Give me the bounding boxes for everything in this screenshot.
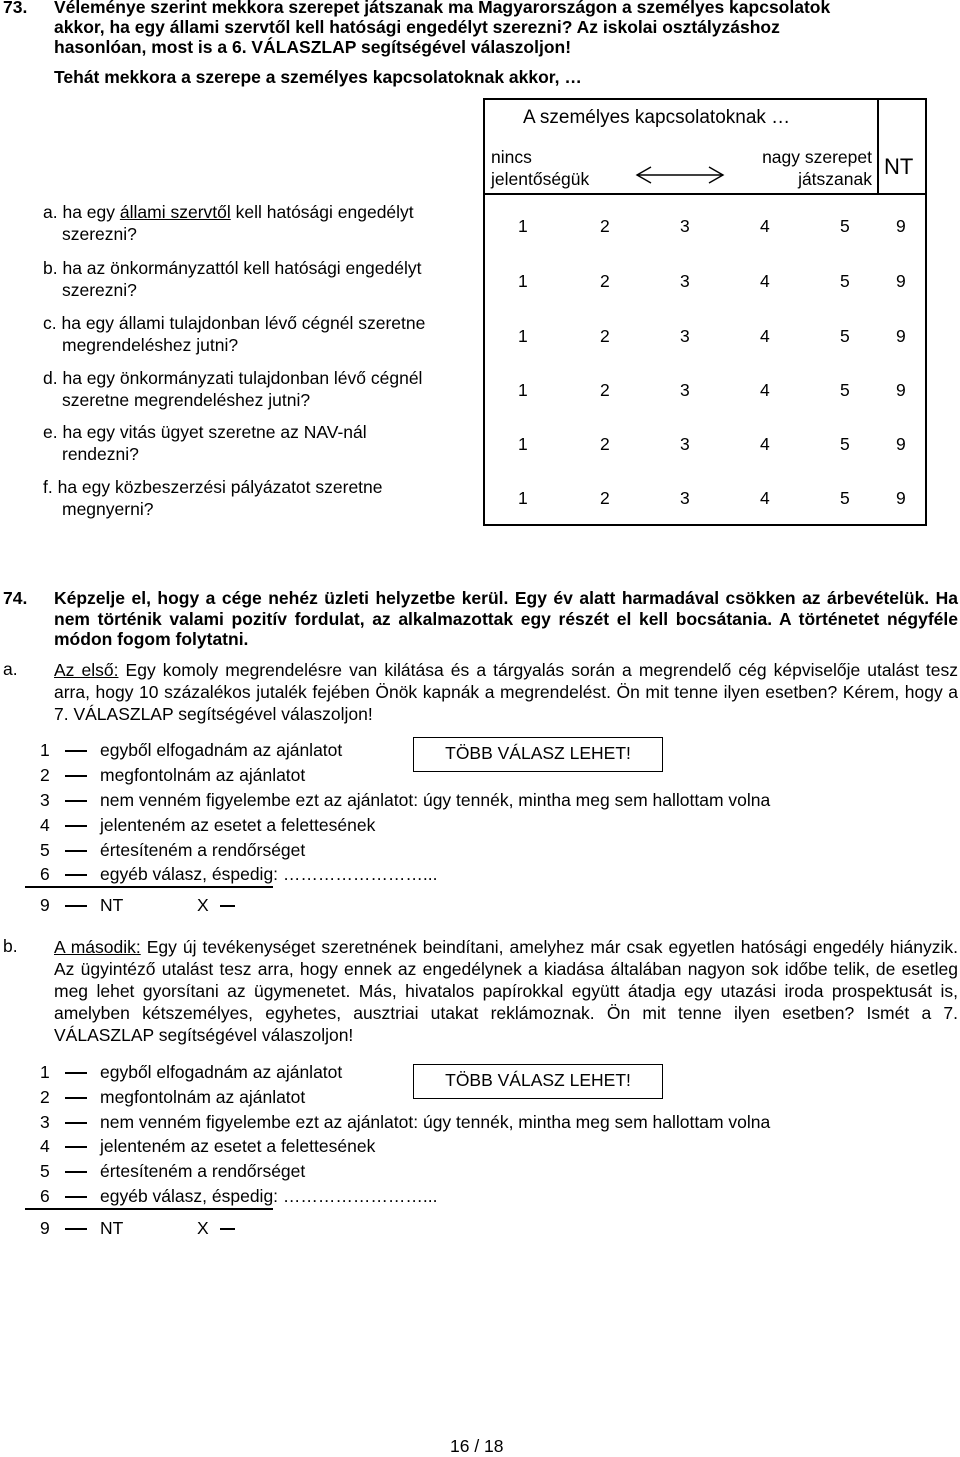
option-text: értesíteném a rendőrséget <box>100 840 306 860</box>
scale-code-3[interactable]: 3 <box>680 488 690 508</box>
scale-code-3[interactable]: 3 <box>680 271 690 291</box>
subquestion-a-body: Egy komoly megrendelésre van kilátása és a tárgyalás során a megrendelő cég képviselője utalást tesz arra, hogy 10 százalékos jutalék fejében Önök kapnák a megrendelést. Ön mit tenne ilyen esetben? Kérem, hogy a 7. VÁLASZLAP segítségével válaszoljon! <box>54 660 959 724</box>
dash <box>65 800 87 802</box>
scale-code-5[interactable]: 5 <box>840 488 850 508</box>
scale-left-anchor <box>491 146 589 190</box>
scale-code-9[interactable]: 9 <box>896 380 906 400</box>
dash <box>65 1146 87 1148</box>
scale-row-f <box>0 488 960 512</box>
row-text-line-2: megnyerni? <box>62 499 154 519</box>
row-text-line-2: szerezni? <box>62 224 137 244</box>
row-text-underlined: állami szervtől <box>119 202 231 222</box>
scale-code-1[interactable]: 1 <box>518 434 528 454</box>
subquestion-b-body: Egy új tevékenységet szeretnének beindítani, amelyhez már csak egyetlen hatósági engedély hiányzik. Az ügyintéző utalást tesz arra, hogy ennek az engedélynek a kiadása általában nagyon sok időbe telik, de esetleg meg lehet gyorsítani az ügymenetet. Más, hivatalos papírokkal együtt átadja egy utazási iroda prospektusát is, amelyben kétszemélyes, egyhetes, ausztriai utakat reklámoznak. Ön mit tenne ilyen esetben? Ismét a 7. VÁLASZLAP segítségével válaszoljon! <box>54 937 958 1045</box>
row-text: ha egy közbeszerzési pályázatot szeretne <box>57 477 383 497</box>
dash <box>220 1228 235 1230</box>
multiple-answers-box: TÖBB VÁLASZ LEHET! <box>413 737 663 772</box>
scale-left-anchor-line-2: jelentőségük <box>491 169 590 189</box>
option-x-code: X <box>197 1218 209 1238</box>
scale-code-2[interactable]: 2 <box>600 326 610 346</box>
subquestion-a-text <box>54 659 958 725</box>
dash <box>65 850 87 852</box>
question-73-text <box>54 0 959 87</box>
scale-code-5[interactable]: 5 <box>840 434 850 454</box>
option-code: 1 <box>40 1062 50 1082</box>
option-code: 5 <box>40 840 50 860</box>
dash <box>65 750 87 752</box>
option-code: 5 <box>40 1161 50 1181</box>
dash <box>65 825 87 827</box>
scale-code-4[interactable]: 4 <box>760 380 770 400</box>
scale-code-9[interactable]: 9 <box>896 434 906 454</box>
scale-code-1[interactable]: 1 <box>518 488 528 508</box>
option-text: megfontolnám az ajánlatot <box>100 1087 306 1107</box>
scale-row-d <box>0 380 960 404</box>
scale-code-1[interactable]: 1 <box>518 380 528 400</box>
question-73-number: 73. <box>3 0 28 17</box>
options-separator-line <box>25 1208 273 1210</box>
scale-row-a <box>0 216 960 240</box>
option-code: 6 <box>40 864 50 884</box>
dash <box>220 905 235 907</box>
option-text: nem venném figyelembe ezt az ajánlatot: úgy tennék, mintha meg sem hallottam volna <box>100 1112 771 1132</box>
question-73-line-4: Tehát mekkora a szerepe a személyes kapcsolatoknak akkor, … <box>54 67 582 87</box>
dash <box>65 1196 87 1198</box>
scale-right-anchor <box>742 146 872 190</box>
dash <box>65 775 87 777</box>
scale-code-5[interactable]: 5 <box>840 216 850 236</box>
rating-table-header-divider <box>483 193 927 195</box>
option-text: egyből elfogadnám az ajánlatot <box>100 1062 343 1082</box>
option-text: egyből elfogadnám az ajánlatot <box>100 740 343 760</box>
scale-row-c <box>0 326 960 350</box>
option-text: NT <box>100 895 124 915</box>
dash <box>65 1072 87 1074</box>
scale-code-9[interactable]: 9 <box>896 216 906 236</box>
subquestion-b-text <box>54 936 958 1046</box>
scale-code-3[interactable]: 3 <box>680 434 690 454</box>
option-text: értesíteném a rendőrséget <box>100 1161 306 1181</box>
scale-code-9[interactable]: 9 <box>896 326 906 346</box>
row-text: ha egy állami tulajdonban lévő cégnél szeretne <box>61 313 426 333</box>
row-text-line-2: szeretne megrendeléshez jutni? <box>62 390 311 410</box>
scale-code-2[interactable]: 2 <box>600 380 610 400</box>
nt-column-divider <box>877 98 879 195</box>
scale-code-9[interactable]: 9 <box>896 271 906 291</box>
row-letter: e. <box>43 422 58 442</box>
scale-code-3[interactable]: 3 <box>680 216 690 236</box>
row-text-rest: kell hatósági engedélyt <box>230 202 414 222</box>
scale-code-5[interactable]: 5 <box>840 380 850 400</box>
option-code: 9 <box>40 1218 50 1238</box>
question-73-line-2: akkor, ha egy állami szervtől kell hatósági engedélyt szerezni? Az iskolai osztályzáshoz <box>54 17 780 37</box>
dash <box>65 874 87 876</box>
dash <box>65 1097 87 1099</box>
option-code: 1 <box>40 740 50 760</box>
dash <box>65 905 87 907</box>
options-separator-line <box>25 886 273 888</box>
option-x-code: X <box>197 895 209 915</box>
subquestion-b-lead: A második: <box>54 937 141 957</box>
page-number: 16 / 18 <box>450 1436 504 1456</box>
option-text: megfontolnám az ajánlatot <box>100 765 306 785</box>
option-code: 9 <box>40 895 50 915</box>
row-text-line-2: szerezni? <box>62 280 137 300</box>
row-letter: b. <box>43 258 58 278</box>
row-text: ha egy önkormányzati tulajdonban lévő cégnél <box>62 368 423 388</box>
option-code: 3 <box>40 1112 50 1132</box>
question-74-intro: Képzelje el, hogy a cége nehéz üzleti helyzetbe kerül. Egy év alatt harmadával csökken az árbevételük. Ha nem történik valami pozitív fordulat, az alkalmazottak egy részét el kell bocsátania. A történetet négyféle módon fogom folytatni. <box>54 588 958 649</box>
scale-code-4[interactable]: 4 <box>760 434 770 454</box>
row-text-line-2: rendezni? <box>62 444 139 464</box>
option-text: egyéb válasz, éspedig: ……………………... <box>100 864 438 884</box>
dash <box>65 1171 87 1173</box>
row-letter: c. <box>43 313 57 333</box>
question-73-line-3: hasonlóan, most is a 6. VÁLASZLAP segítségével válaszoljon! <box>54 37 572 57</box>
double-arrow-icon <box>634 166 726 184</box>
dash <box>65 1122 87 1124</box>
option-code: 2 <box>40 765 50 785</box>
question-73-line-1: Véleménye szerint mekkora szerepet játszanak ma Magyarországon a személyes kapcsolatok <box>54 0 831 17</box>
row-text: ha egy <box>62 202 120 222</box>
scale-code-2[interactable]: 2 <box>600 271 610 291</box>
scale-right-anchor-line-2: játszanak <box>798 169 872 189</box>
scale-code-1[interactable]: 1 <box>518 271 528 291</box>
option-code: 4 <box>40 815 50 835</box>
scale-code-4[interactable]: 4 <box>760 326 770 346</box>
scale-code-3[interactable]: 3 <box>680 380 690 400</box>
scale-code-2[interactable]: 2 <box>600 216 610 236</box>
option-code: 2 <box>40 1087 50 1107</box>
scale-code-4[interactable]: 4 <box>760 216 770 236</box>
scale-code-2[interactable]: 2 <box>600 434 610 454</box>
scale-row-e <box>0 434 960 458</box>
option-text: egyéb válasz, éspedig: ……………………... <box>100 1186 438 1206</box>
multiple-answers-box: TÖBB VÁLASZ LEHET! <box>413 1064 663 1099</box>
option-text: jelenteném az esetet a felettesének <box>100 815 376 835</box>
scale-left-anchor-line-1: nincs <box>491 147 532 167</box>
option-text: jelenteném az esetet a felettesének <box>100 1136 376 1156</box>
dash <box>65 1228 87 1230</box>
row-text-line-2: megrendeléshez jutni? <box>62 335 239 355</box>
scale-code-2[interactable]: 2 <box>600 488 610 508</box>
scale-code-3[interactable]: 3 <box>680 326 690 346</box>
scale-code-1[interactable]: 1 <box>518 326 528 346</box>
row-text: ha az önkormányzattól kell hatósági engedélyt <box>62 258 422 278</box>
option-code: 3 <box>40 790 50 810</box>
nt-column-label: NT <box>884 154 914 179</box>
question-74-number: 74. <box>3 588 28 608</box>
rating-table-header: A személyes kapcsolatoknak … <box>523 107 791 128</box>
option-code: 6 <box>40 1186 50 1206</box>
option-text: NT <box>100 1218 124 1238</box>
scale-code-4[interactable]: 4 <box>760 488 770 508</box>
scale-code-4[interactable]: 4 <box>760 271 770 291</box>
subquestion-b-letter: b. <box>3 936 18 956</box>
row-letter: a. <box>43 202 58 222</box>
subquestion-a-letter: a. <box>3 659 18 679</box>
scale-code-5[interactable]: 5 <box>840 326 850 346</box>
option-code: 4 <box>40 1136 50 1156</box>
scale-code-1[interactable]: 1 <box>518 216 528 236</box>
row-letter: d. <box>43 368 58 388</box>
option-text: nem venném figyelembe ezt az ajánlatot: úgy tennék, mintha meg sem hallottam volna <box>100 790 771 810</box>
scale-row-b <box>0 271 960 295</box>
subquestion-a-lead: Az első: <box>54 660 119 680</box>
scale-code-9[interactable]: 9 <box>896 488 906 508</box>
row-letter: f. <box>43 477 53 497</box>
scale-code-5[interactable]: 5 <box>840 271 850 291</box>
row-text: ha egy vitás ügyet szeretne az NAV-nál <box>62 422 367 442</box>
scale-right-anchor-line-1: nagy szerepet <box>762 147 872 167</box>
